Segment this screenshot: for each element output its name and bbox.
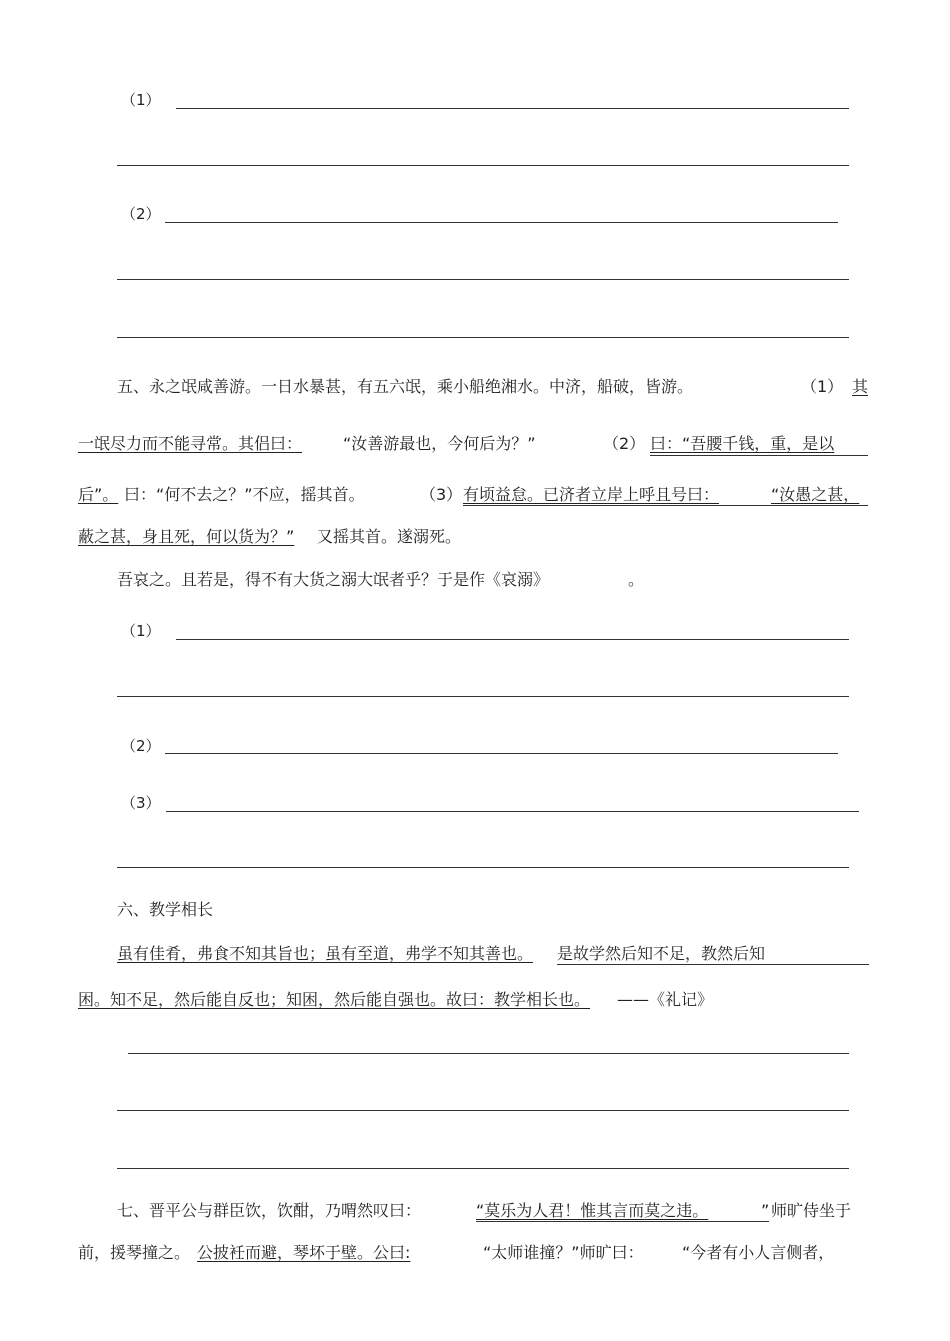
q5-line3-quote: “汝愚之甚， [771, 485, 860, 504]
answer-line[interactable] [117, 165, 849, 166]
q6-line1-underlined: 虽有佳肴，弗食不知其旨也；虽有至道，弗学不知其善也。 [117, 944, 534, 963]
q5-line4-underlined: 蔽之甚，身且死，何以货为？” [78, 527, 295, 546]
q5-line3-underlined: 后”。 [78, 485, 119, 504]
answer-line[interactable] [117, 337, 849, 338]
q5-line2-underlined-b: 曰：“吾腰千钱，重，是以 [650, 434, 835, 453]
answer-line[interactable] [176, 639, 849, 640]
answer-label-2: （2） [121, 205, 161, 223]
q6-line1-underline-extend [557, 964, 869, 965]
q6-line2-source: ——《礼记》 [617, 990, 714, 1009]
answer-label-2: （2） [121, 737, 161, 755]
q5-line5-text: 吾哀之。且若是，得不有大货之溺大氓者乎？于是作《哀溺》 [117, 570, 550, 589]
q5-line5-end: 。 [628, 570, 645, 589]
answer-label-3: （3） [121, 794, 161, 812]
q5-line3-underline-extend [463, 505, 868, 506]
q5-line2-underlined: 一氓尽力而不能寻常。其侣曰： [78, 434, 303, 453]
q7-line1-underline-extend [476, 1221, 769, 1222]
answer-line[interactable] [128, 1053, 849, 1054]
answer-line[interactable] [117, 1110, 849, 1111]
q5-line4-text: 又摇其首。遂溺死。 [317, 527, 462, 546]
answer-line[interactable] [165, 753, 838, 754]
answer-line[interactable] [166, 811, 859, 812]
q7-line1-text: 七、晋平公与群臣饮，饮酣，乃喟然叹曰： [117, 1201, 422, 1220]
q5-line3-marker: （3） [420, 485, 463, 504]
q5-line1-marker: （1） [801, 377, 844, 396]
answer-line[interactable] [165, 222, 838, 223]
q5-line1-text: 五、永之氓咸善游。一日水暴甚，有五六氓，乘小船绝湘水。中济，船破，皆游。 [117, 377, 694, 396]
answer-label-1: （1） [121, 91, 161, 109]
answer-line[interactable] [176, 108, 849, 109]
answer-line[interactable] [117, 1168, 849, 1169]
q6-line2-underlined: 困。知不足，然后能自反也；知困，然后能自强也。故曰：教学相长也。 [78, 990, 591, 1009]
q5-line3-underlined-b: 有顷益怠。已济者立岸上呼且号曰： [463, 485, 720, 504]
q5-line1-underlined: 其 [852, 377, 869, 396]
answer-line[interactable] [117, 279, 849, 280]
answer-line[interactable] [117, 696, 849, 697]
q7-line2-quote: “太师谁撞？”师旷曰： [483, 1243, 644, 1262]
q7-line1-text-b: 师旷侍坐于 [771, 1201, 852, 1220]
q7-line2-underlined: 公披衽而避，琴坏于壁。公曰: [197, 1243, 411, 1262]
q5-line2-quote: “汝善游最也，今何后为？” [343, 434, 536, 453]
q6-line1-text: 是故学然后知不足，教然后知 [557, 944, 766, 963]
q7-line2-quote-b: “今者有小人言侧者， [682, 1243, 835, 1262]
q7-line1-quote-end: ” [761, 1201, 770, 1220]
answer-line[interactable] [117, 867, 849, 868]
q5-line2-marker: （2） [603, 434, 646, 453]
q7-line2-text: 前，援琴撞之。 [78, 1243, 191, 1262]
q5-line2-underline-extend [650, 455, 868, 456]
q6-title: 六、教学相长 [117, 900, 214, 919]
q7-line1-quote: “莫乐为人君！惟其言而莫之违。 [476, 1201, 709, 1220]
answer-label-1: （1） [121, 622, 161, 640]
q5-line3-text: 曰：“何不去之？”不应，摇其首。 [124, 485, 365, 504]
